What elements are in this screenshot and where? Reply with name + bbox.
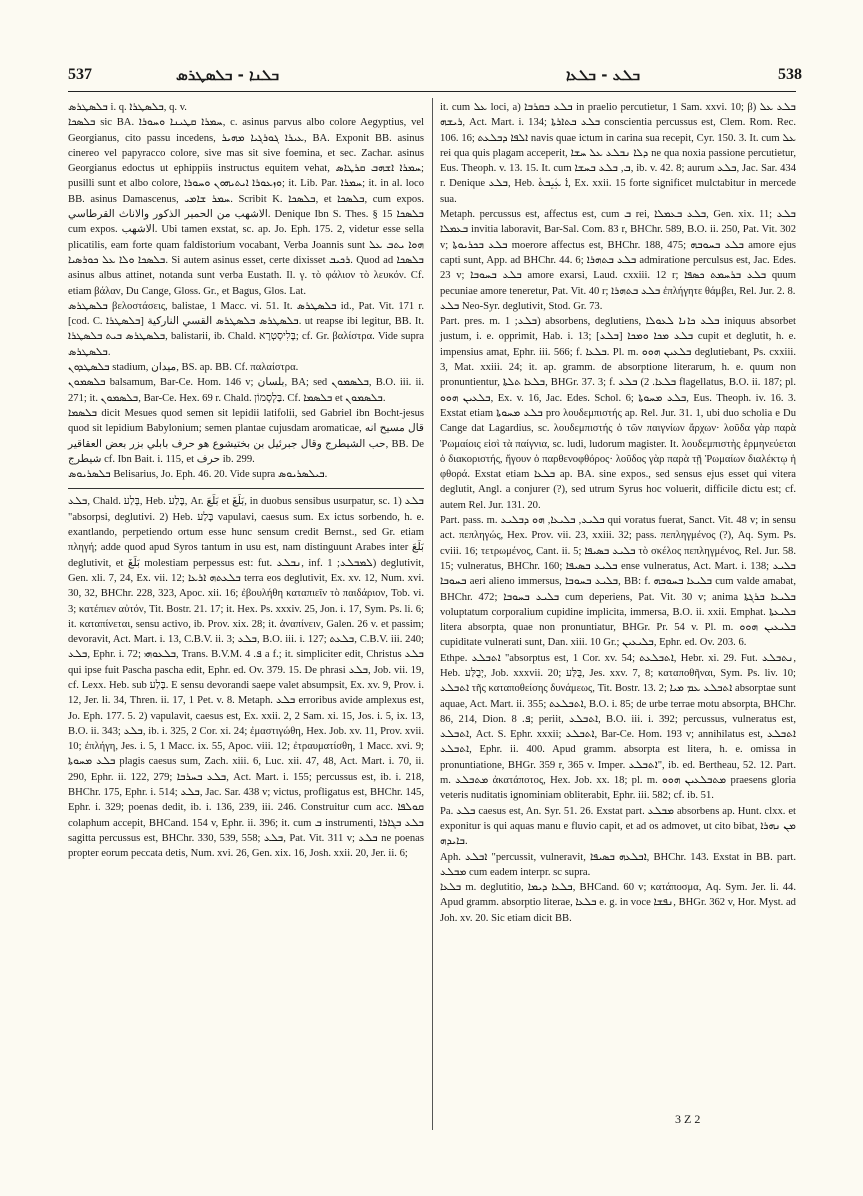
dictionary-entry: ܒܠܣܡܐ dicit Mesues quod semen sit lepidii latifolii, sed Gabriel ibn Bocht-jesus quod sit lepidium Babylonium; semen plantae cujusdam aromaticae, قال مسيح انه حب الشيطرج وقال جبرئيل بن بختيشوع هو حرف بابلي بزر بعض العقاقير, BB. De شيطرج cf. Ibn Bait. i. 115, et حرف ib. 299. bbox=[68, 407, 424, 465]
dictionary-entry: Part. pass. m. ܒܠܝܥ, ܒܠܝܥܐ, ܗܘ ܕܒܠܝܥ qui voratus fuerat, Sanct. Vit. 48 v; in sensu act. πεπληγώς, Hex. Prov. vii. 23, xxiii. 32; pass. πεπληγμένος (?), Aq. Sym. Ps. cviii. 16; τετρωμένος, Cant. ii. 5; ܒܠܝܥ ܒܣܝܦܐ τὸ σκέλος πεπληγμένος, Rel. Jur. 58. 15; vulneratus, BHChr. 160; ܒܠܝܥ ܒܣܝܦܐ ense vulneratus, Act. Mart. i. 138; ܒܠܝܥ ܒܚܘܒܐ aeri alieno immersus, ܒܠܝܥ ܒܚܘܒܐ, BB: f. ܒܠܝܥܐ ܒܚܘܒܗ cum valde amabat, BHChr. 472; ܒܠܝܥ ܒܚܘܒܐ cum deperiens, Pat. Vit. 30 v; anima ܒܠܝܥܐ ܒܪܓܬܐ voluptatum corporalium cupidine implicita, immersa, B.O. ii. xxii. Emphat. ܒܠܝܥܬܐ litera absorpta, quae non pronuntiatur, BHGr. Pr. 54 v. Pl. m. ܒܠܝܥܝܢ ܗܘܘ cupiditate vulnerati sunt, Dan. xiii. 10 Gr.; ܒܠܝܥܝܢ, Ephr. ed. Ov. 203. 6. bbox=[440, 515, 796, 649]
running-head-right: ܒܠܥ - ܒܠܥܐ bbox=[566, 66, 641, 84]
dictionary-entry: Metaph. percussus est, affectus est, cum ܒ rei, ܒܠܥ ܒܥܡܠܐ, Gen. xix. 11; ܒܠܥ ܒܥܡܠܐ invitia laboravit, Bar-Sal. Com. 83 r, BHChr. 589, B.O. ii. 250, Pat. Vit. 302 v; ܒܠܥ ܒܟܪܝܘܬܐ moerore affectus est, BHChr. 188, 475; ܒܠܥ ܒܚܘܒܗ amore ejus capti sunt, App. ad BHChr. 44. 6; ܒܠܥ ܒܬܗܪܐ admiratione perculsus est, Jac. Edes. 23 v; ܒܠܥ ܒܚܘܒܐ amore exarsi, Laud. cxxiii. 12 r; ܒܠܥ ܒܪܚܡܬ ܟܣܦܐ quum pecuniae amore teneretur, Pat. Vit. 40 r; ܒܠܥ ܒܬܗܪܐ ἐπλήγητε θάμβει, Rel. Jur. 2. 8. bbox=[440, 209, 797, 297]
dictionary-entry: it. cum ܥܠ loci, a) ܒܠܥ ܒܩܪܒܐ in praelio percutietur, 1 Sam. xxvi. 10; β) ܒܠܥ ܥܠ ܪܝܫܗ, Act. Mart. i. 134; ܒܠܥ ܒܬܐܪܬܐ conscientia percussus est, Clem. Rom. Rec. 106. 16; ܐܠܦܐ ܕܒܠܥܬ navis quae ictum in carina sua recepit, Cyr. 150. 3. It. cum ܥܠ rei qua quis plagam acceperit, ܕܠܐ ܢܒܠܥ ܥܠ ܚܫܐ ne qua noxia passione percutietur, Eus. Theoph. v. 13. 15. It. cum ܒ, ܒܠܥ ܒܚܫܐ, ib. v. 42. 8; aurum ܒܠܥ, Jac. Sar. 434 r. Denique ܒܠܥ, Heb. ܐ̇ ܥܲܝܸܒܬܵ, Ex. xxii. 15 forte significet mulctabitur in mercede sua. bbox=[440, 102, 797, 205]
dictionary-entry: ܒܠܣܡܘܢ balsamum, Bar-Ce. Hom. 146 v; بلسان, BA; sed ܒܠܣܡܘܢ, B.O. iii. ii. 271; it. ܒܠܣܡܘܢ, Bar-Ce. Hex. 69 r. Chald. בַּלְסְמוֹן. Cf. ܒܠܣܡܐ et ܒܠܣܡܘܢ. bbox=[68, 377, 424, 404]
signature-mark: 3 Z 2 bbox=[675, 1112, 701, 1126]
dictionary-entry: ܒܠܣܟܐ sic BA. ܚܡܪܐ ܩܛܝܢܐ ܘܚܘܪܐ, c. asinus parvus albo colore Aegyptius, vel Georgianus, cito passu incedens, ܥܝܪܐ ܓܘܪܓܝܐ ܡܗܝܪ, BA. Exponit BB. asinus cinereo vel papyracco colore, sive mas sit sive foemina, et sec. Zachar. asinus Georgianus edoctus ut ephippiis instructus equitem vehat, ܚܡܪܐ ܐܫܗܒ ܩܪܛܐܣ; pusilli sunt et albo colore, ܘܙܥܘܪܐ ܐܝܬܝܗܘܢ ܘܚܘܪܐ; it. Lib. Par. ܚܡܪܐ; it. in al. loco BB. asinus Damascenus, ܚܡܪ ܫܐܡܝ. Scribit K. ܒܠܣܟܐ, et ܒܠܣܟܐ, cum expos. الاشهب من الحمير الذكور والاناث القرطاسي. Denique Ibn S. Thes. § 15 ܒܠܣܟܐ cum expos. الاشهب. Ubi tamen exstat, sc. ap. Jo. Eph. 175. 2, videtur esse sella plicatilis, eam forte quam faldistorium vocabant, Verba Joannis sunt ܗܘܐ ܝܬܒ ܥܠ ܒܠܣܟܐ ܘܠܐ ܥܠ ܟܘܪܣܝܐ. Si autem asinus esset, certe dixisset ܪܟܝܒ. Quod ad ܒܠܣܟܐ asinus albus attinet, notanda sunt verba Eustath. Il. γ. τὸ φάλιον τὸ λευκόν. Cf. etiam βάλαν, Du Cange, Gloss. Gr., et Bagus, Glos. Lat. bbox=[68, 117, 425, 297]
entry-separator bbox=[68, 488, 424, 489]
dictionary-entry: ܒܠܣܛܪܣ βελοστάσεις, balistae, 1 Macc. vi. 51. It. ܒܠܣܛܪܣ id., Pat. Vit. 171 r. [cod. C. ܒܠܣܛܪܐ] ܒܠܣܛܪܣ ܒܠܣܛܪܣ القسي الناركية. ut reapse ibi legitur, BB. It. ܒܠܣܛܪܣ ܒܝܬ ܒܠܣܛܪܐ, balistarii, ib. Chald. בָּלִיסְטְרָא; cf. Gr. βαλίστρα. Vide supra ܒܠܣܛܪܣ. bbox=[68, 300, 424, 358]
page-header bbox=[0, 66, 863, 90]
dictionary-entry: ܒܠܥ, Chald. בְּלַע, Heb. בָּלַע, Ar. بَلَعَ et بَلَغَ, in duobus sensibus usurpatur, sc. 1) ܒܠܥ "absorpsi, deglutivi. 2) Heb. בָּלַע vapulavi, caesus sum. Ex ictus sorbendo, h. e. exantlando, perpetiendo ortum esse hunc sensum credit Bernst., sed Gr. etiam πληγή; adde quod apud Syros tantum in usu est, nam distinguunt Arabes inter بَلَعَ deglutivit, et بَلَغَ molestiam perpessus est: fut. ܢܒܠܥ, inf. ܠܡܒܠܥ; 1) deglutivit, Gen. xli. 7, 24, Ex. vii. 12; ܒܠܥܬܗ ܐܪܥܐ terra eos deglutivit, Ex. xv. 12, Num. xvi. 30, 32, BHChr. 228, 323, Apoc. xii. 16; ἐβουλήθη καταπιεῖν τὸ παιδάριον, Tob. vi. 3; κατέπιεν αὐτόν, Tit. Bostr. 21. 17; it. Hex. Ps. xxxiv. 25, Jon. i. 17, Sym. Ps. li. 6; it. καταπίνεται, sensu activo, ib. Prov. xix. 28; it. ἀναπίνειν, Galen. 26 v. et passim; devoravit, Act. Mart. i. 13, C.B.V. ii. 3; ܒܠܥ, B.O. iii. i. 127; ܒܠܥܬ, C.B.V. iii. 240; ܒܠܥ, Ephr. i. 72; ܒܠܥܘܗܝ, Trans. B.V.M. ܦ. 4 a f.; it. simpliciter edit, Christus ܒܠܥ qui ipse fuit Pascha pascha edit, Ephr. ed. Ov. 379. 15. De phrasi ܒܠܥ, Job. vii. 19, cf. Lexx. Heb. sub בָּלַע. E sensu devorandi saepe valet absumpsit, Ex. xv. 9, Prov. i. 12, Jer. li. 34, Thren. ii. 17, 1 Pet. v. 8. Metaph. ܒܠܥ erroribus avide amplexus est, Jo. Eph. 177. 5. 2) vapulavit, caesus est, Ex. xxii. 2, 2 Sam. xi. 15, Jos. i. 5, ix. 13, B.O. ii. 343; ܒܠܥ, ib. i. 325, 2 Cor. xi. 24; ἐμαστιγώθη, Hex. Job. xv. 11, Prov. xvii. 10; ἐπλήγη, Jes. i. 5, 1 Macc. ix. 55, Apoc. viii. 12; ἐτραυματίσθη, 1 Macc. xvi. 9; ܒܠܥ ܡܚܘܬܐ plagis caesus sum, Zach. xiii. 6, Luc. xii. 47, 48, Act. Mart. i. 70, ii. 290, Ephr. ii. 122, 279; ܒܠܥ ܒܚܪܒܐ, Act. Mart. i. 155; percussus est, ib. i. 218, BHChr. 175, Ephr. i. 514; ܒܠܥ, Jac. Sar. 438 v; victus, profligatus est, BHChr. 145, Ephr. i. 329; poenas dedit, ib. i. 136, 239, iii. 246. Construitur cum acc. ܩܘܠܦܐ colaphum accepit, BHCand. 154 v, Ephr. ii. 396; it. cum ܒ instrumenti, ܒܠܥ ܒܓܐܪܐ sagitta percussus est, BHChr. 330, 539, 558; ܒܠܥ, Pat. Vit. 311 v; ܒܠܥ ne poenas propter eorum peccata detis, Num. xvi. 26, Gen. xix. 16, Josh. xxii. 20, Jer. ii. 6; bbox=[68, 496, 425, 860]
page-number-left: 537 bbox=[68, 66, 92, 83]
dictionary-entry: Ethpe. ܐܬܒܠܥ "absorptus est, 1 Cor. xv. 54; ܐܬܒܠܥܬ, Hebr. xi. 29. Fut. ܢܬܒܠܥ, Heb. יְבֻלַּע, Job. xxxvii. 20; בֻּלַּע, Jes. xxv. 7, 8; καταποθῆναι, Sym. Ps. liv. 10; ܐܬܒܠܥ τῆς καταποθείσης δυνάμεως, Tit. Bostr. 13. 2; ܐܬܒܠܥ ܥܡ ܡܝܐ absorptae sunt aquae, Act. Mart. ii. 355; ܐܬܒܠܥܬ, B.O. i. 85; de urbe terrae motu absorpta, BHChr. 86, 214, Dion. ܦ. 8; periit, ܐܬܒܠܥ, B.O. iii. i. 392; percussus, vulneratus est, ܐܬܒܠܥ, Act. S. Ephr. xxxii; ܐܬܒܠܥ, Bar-Ce. Hom. 193 v; annihilatus est, ܐܬܒܠܥ ܐܬܒܠܥ, Ephr. ii. 400. Apud gramm. absorpta est litera, h. e. omissa in pronuntiatione, BHGr. 359 r, 365 v. Imper. ܐܬܒܠܥ", ib. ed. Bertheau, 52. 12. Part. m. ܡܬܒܠܥ ἀκατάποτος, Hex. Job. xx. 18; pl. m. ܡܬܒܠܥܝܢ ܗܘܘ praesens gloria veteris nuditatis ignominiam obliterabit, Ephr. iii. 582; cf. ib. 51. bbox=[440, 652, 797, 802]
dictionary-entry: Part. pres. m. ܒܠܥ; 1) absorbens, deglutiens, ܒܠܥ ܟܐܢܐ ܠܥܘܠܐ iniquus absorbet justum, i. e. opprimit, Hab. i. 13; ܒܠܥ ܡܟܐ ܘܡܟܐ [ܒܠܥ] cupit et deglutit, h. e. impensius amat, Ephr. iii. 566; f. ܒܠܥܐ. Pl. m. ܒܠܥܝܢ ܗܘܘ deglutiebant, Ps. cxxiii. 3, Mat. xxiii. 24; it. ap. gramm. de absorptione literarum, h. e. quum non pronuntientur, ܒܠܥܐ ܬܠܬܐ, BHGr. 37. 3; f. ܒܠܥܐ. 2) ܒܠܥ flagellatus, B.O. ii. 187; pl. ܒܠܥܝܢ ܗܘܘ, Ex. v. 16, Jac. Edes. Schol. 6; ܒܠܥ ܡܚܘܬܐ, Eus. Theoph. iv. 16. 3. Exstat etiam ܒܠܥ ܡܚܘܬܐ pro λουδεμπιστής ap. Rel. Jur. 31. 1, ubi duo scholia e Du Cange dat Lagardius, sc. λουδεμπιστής ὁ τῶν παιγνίων ἄρχων· λοῦδα γὰρ παρὰ Ῥωμαίοις εἰσὶ τὰ παίγνια, sc. ludi, ludorum magister. It. λουδεμπιστὴς ἑρμηνεύεται ὁ διακοριστής, ἤγουν ὁ παρθενοφθόρος· λοῦδος γὰρ παρὰ τῇ Ῥωμαίων διαλέκτῳ ἡ φθορά. Exstat etiam ܒܠܥܐ ap. BA. sine expos., sed sensus ejus esset qui vitera deglutit, Angl. a conjurer (?), sed utrum Syrus hoc voluerit, difficile dictu est; cf. autem Rel. Jur. 131. 20. bbox=[440, 316, 797, 511]
dictionary-entry: ܒܠܣܛܕܘܢ stadium, ميدان, BS. ap. BB. Cf. παλαίστρα. bbox=[68, 362, 299, 374]
page-number-right: 538 bbox=[778, 66, 802, 83]
dictionary-entry: ܒܠܣܪܝܘܣ Belisarius, Jo. Eph. 46. 20. Vide supra ܒܝܠܣܪܝܘܣ. bbox=[68, 469, 328, 481]
dictionary-entry: ܒܠܥܐ m. deglutitio, ܒܠܥܐ ܕܝܡܐ, BHCand. 60 v; κατάποσμα, Aq. Sym. Jer. li. 44. Apud gramm. absorptio literae, ܒܠܥܐ e. g. in voce ܢܦܫܐ, BHGr. 362 v, Hor. Myst. ad Joh. xv. 20. Sic etiam dicit BB. bbox=[440, 882, 796, 924]
right-column bbox=[440, 100, 796, 926]
dictionary-entry: ܒܠܥ Neo-Syr. deglutivit, Stod. Gr. 73. bbox=[440, 300, 603, 312]
left-column bbox=[68, 100, 424, 862]
dictionary-entry: Aph. ܐܒܠܥ "percussit, vulneravit, ܐܒܠܥܗ ܒܣܝܦܐ, BHChr. 143. Exstat in BB. part. ܡܒܠܥ cum eadem interpr. sc supra. bbox=[440, 851, 796, 878]
dictionary-entry: ܒܠܣܛܪܣ i. q. ܒܠܣܛܪܐ, q. v. bbox=[68, 102, 187, 113]
column-divider bbox=[432, 98, 433, 1130]
dictionary-entry: Pa. ܒܠܥ caesus est, An. Syr. 51. 26. Exstat part. ܡܒܠܥ absorbens ap. Hunt. clxx. et exponitur is qui aquas manu e fluvio capit, et ad os admovet, ut cito bibat, ܡܢ ܢܗܪܐ ܒܐܝܕܗ. bbox=[440, 805, 796, 848]
header-rule bbox=[68, 91, 796, 92]
running-head-left: ܒܠܢܐ - ܒܠܣܛܪܣ bbox=[176, 66, 280, 84]
